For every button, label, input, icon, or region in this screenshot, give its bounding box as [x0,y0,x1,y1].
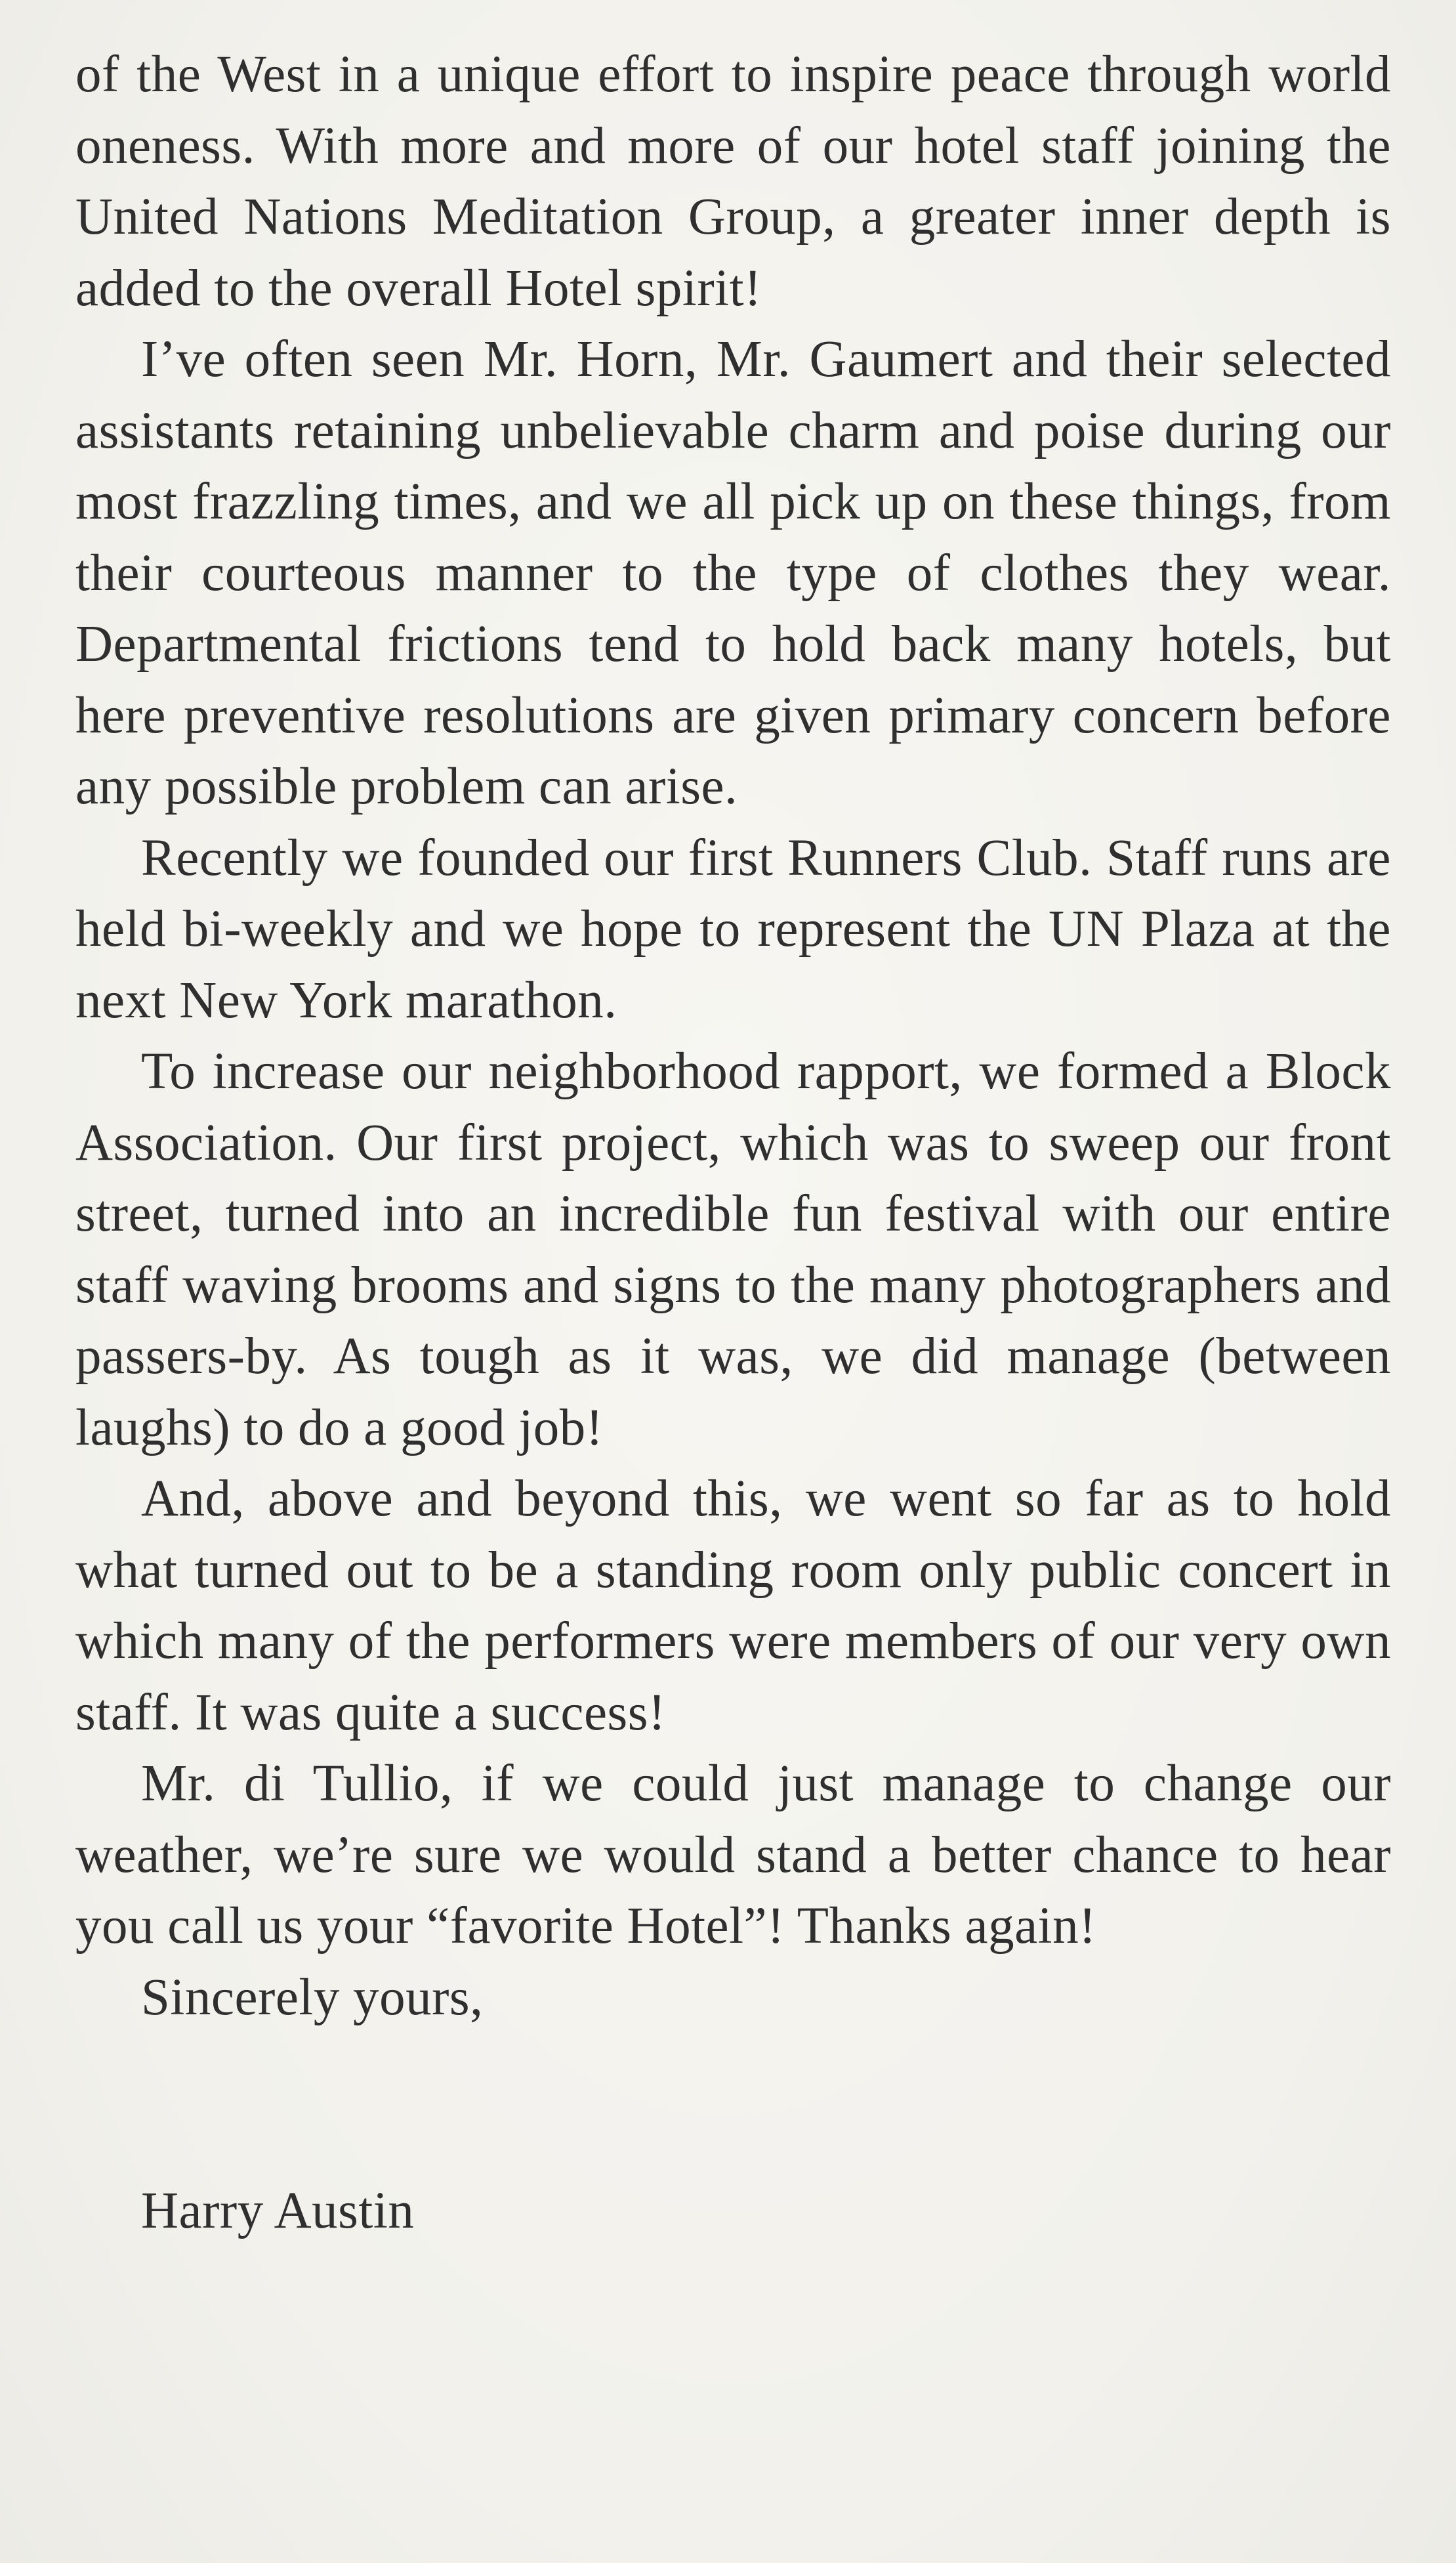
signature-space [75,2033,1391,2176]
paragraph-continuation: of the West in a unique effort to inspire peace through world oneness. With more and more of our hotel staff joining the United Nations Meditation Group, a greater inner depth is added to the overall Hotel spirit! [75,46,1391,317]
paragraph-weather: Mr. di Tullio, if we could just manage to change our weather, we’re sure we would stand a better chance to hear you call us your “favorite Hotel”! Thanks again! [75,1755,1391,1955]
letter-body [75,39,1391,2247]
signature-name: Harry Austin [141,2182,415,2239]
paragraph-runners-club: Recently we founded our first Runners Club. Staff runs are held bi-weekly and we hope to represent the UN Plaza at the next New York marathon. [75,829,1391,1029]
closing-line: Sincerely yours, [141,1968,484,2026]
paragraph-public-concert: And, above and beyond this, we went so far as to hold what turned out to be a standing room only public concert in which many of the performers were members of our very own staff. It was quite a success! [75,1470,1391,1741]
paragraph-block-association: To increase our neighborhood rapport, we formed a Block Association. Our first project, which was to sweep our front street, turned into an incredible fun festival with our entire staff waving brooms and signs to the many photographers and passers-by. As tough as it was, we did manage (between laughs) to do a good job! [75,1043,1391,1456]
paragraph-staff-conduct: I’ve often seen Mr. Horn, Mr. Gaumert and their selected assistants retaining unbelievable charm and poise during our most frazzling times, and we all pick up on these things, from their courteous manner to the type of clothes they wear. Departmental frictions tend to hold back many hotels, but here preventive resolutions are given primary concern before any possible problem can arise. [75,331,1391,815]
